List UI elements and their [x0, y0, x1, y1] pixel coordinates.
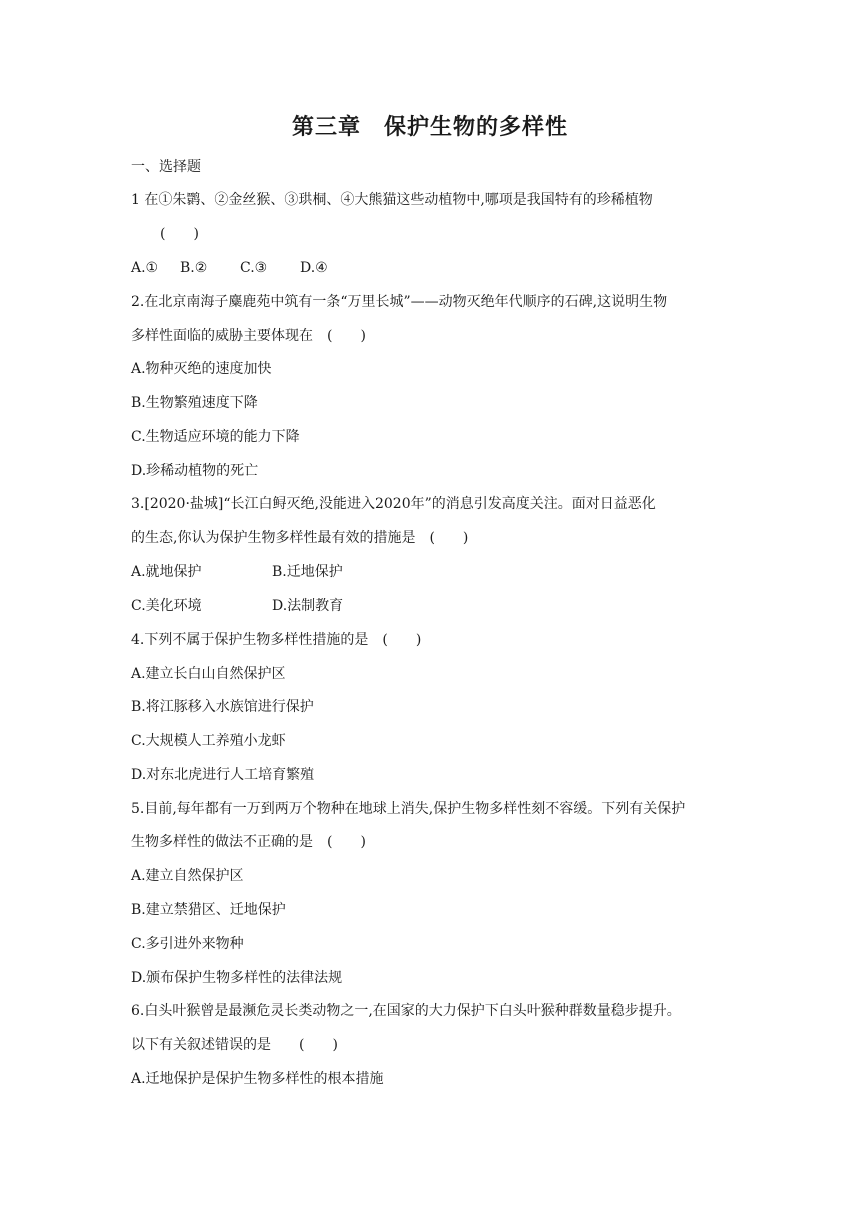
q6-option-a: A.迁地保护是保护生物多样性的根本措施 — [131, 1071, 384, 1087]
q3-option-a: A.就地保护 — [131, 564, 202, 580]
q3-options-row2 — [131, 596, 343, 616]
q3-stem-line2: 的生态,你认为保护生物多样性最有效的措施是 ( ) — [131, 530, 469, 546]
q2-option-b: B.生物繁殖速度下降 — [131, 395, 258, 411]
q4-option-d: D.对东北虎进行人工培育繁殖 — [131, 767, 315, 783]
q1-options — [131, 258, 328, 278]
q6-stem-line2: 以下有关叙述错误的是 ( ) — [131, 1037, 338, 1053]
page-title: 第三章 保护生物的多样性 — [291, 115, 568, 140]
q1-stem: 1 在①朱鹮、②金丝猴、③珙桐、④大熊猫这些动植物中,哪项是我国特有的珍稀植物 — [131, 192, 653, 208]
q4-stem: 4.下列不属于保护生物多样性措施的是 ( ) — [131, 632, 422, 648]
q3-option-d: D.法制教育 — [272, 598, 344, 614]
q3-stem-line1: 3.[2020·盐城]“长江白鲟灭绝,没能进入2020年”的消息引发高度关注。面对日益恶化 — [131, 496, 656, 512]
q1-option-d: D.④ — [300, 260, 328, 276]
q1-option-a: A.① — [131, 260, 159, 276]
q5-stem-line1: 5.目前,每年都有一万到两万个物种在地球上消失,保护生物多样性刻不容缓。下列有关保护 — [131, 801, 686, 817]
q2-option-d: D.珍稀动植物的死亡 — [131, 463, 259, 479]
q4-option-a: A.建立长白山自然保护区 — [131, 666, 286, 682]
q5-option-d: D.颁布保护生物多样性的法律法规 — [131, 970, 343, 986]
q5-option-b: B.建立禁猎区、迁地保护 — [131, 902, 286, 918]
q5-option-c: C.多引进外来物种 — [131, 936, 244, 952]
q1-option-b: B.② — [180, 260, 208, 276]
q2-stem-line2: 多样性面临的威胁主要体现在 ( ) — [131, 328, 366, 344]
q3-option-b: B.迁地保护 — [272, 564, 343, 580]
q5-option-a: A.建立自然保护区 — [131, 868, 244, 884]
q1-option-c: C.③ — [240, 260, 268, 276]
q2-option-c: C.生物适应环境的能力下降 — [131, 429, 300, 445]
q4-option-b: B.将江豚移入水族馆进行保护 — [131, 699, 314, 715]
section-heading: 一、选择题 — [131, 159, 201, 175]
q3-options-row1 — [131, 562, 343, 582]
q1-answer-bracket: ( ) — [160, 226, 199, 242]
q3-option-c: C.美化环境 — [131, 598, 202, 614]
q4-option-c: C.大规模人工养殖小龙虾 — [131, 733, 286, 749]
q2-option-a: A.物种灭绝的速度加快 — [131, 361, 272, 377]
q2-stem-line1: 2.在北京南海子麋鹿苑中筑有一条“万里长城”——动物灭绝年代顺序的石碑,这说明生物 — [131, 294, 668, 310]
q6-stem-line1: 6.白头叶猴曾是最濒危灵长类动物之一,在国家的大力保护下白头叶猴种群数量稳步提升。 — [131, 1003, 681, 1019]
q5-stem-line2: 生物多样性的做法不正确的是 ( ) — [131, 834, 366, 850]
